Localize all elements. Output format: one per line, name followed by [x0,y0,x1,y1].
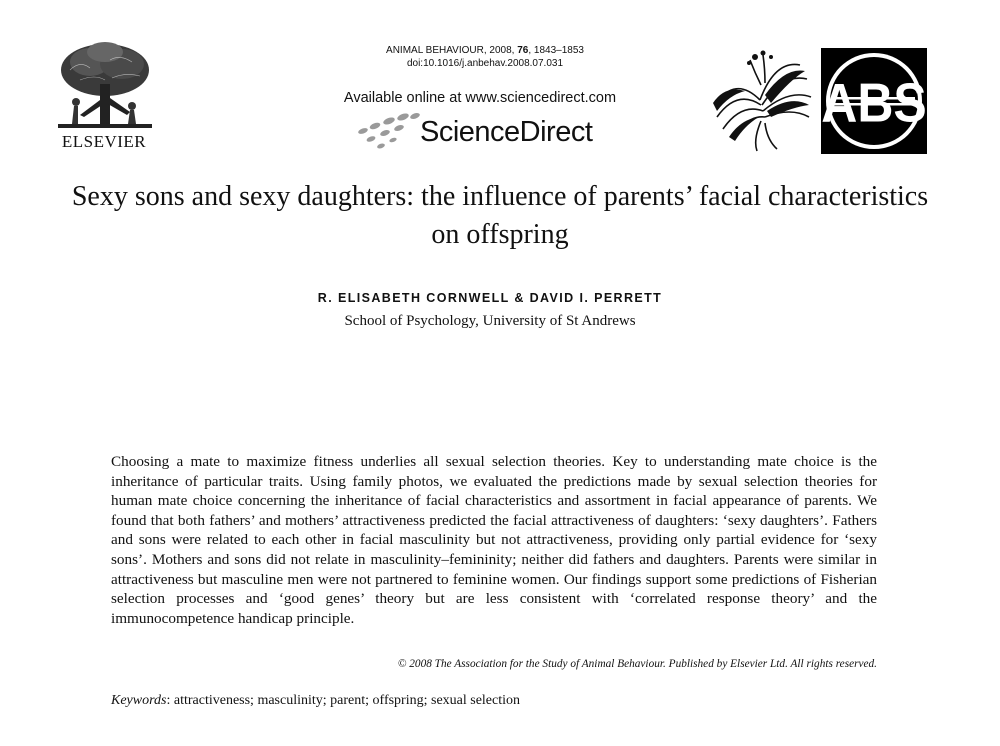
keywords-list: : attractiveness; masculinity; parent; offspring; sexual selection [166,693,521,708]
abs-emblem-icon [821,48,927,154]
available-online-text: Available online at www.sciencedirect.com [343,90,617,106]
elsevier-wordmark: ELSEVIER [61,132,147,151]
abstract-text: Choosing a mate to maximize fitness underlies all sexual selection theories. Key to understanding mate choice is the inheritance of particular traits. Using family photos, we evaluated the predictions made by sexual selection theories for human mate choice concerning the inheritance of facial characteristics and assortment in facial appearance of parents. We found that both fathers’ and mothers’ attractiveness predicted the facial attractiveness of daughters: ‘sexy daughters’. Fathers and sons were related to each other in facial masculinity but not attractiveness, providing only partial evidence for ‘sexy sons’. Mothers and sons did not relate in masculinity–femininity; neither did fathers and daughters. Parents were similar in attractiveness but masculine men were not partnered to feminine women. Our findings support some predictions of Fisherian selection processes and ‘good genes’ theory but are less consistent with ‘correlated response theory’ and the immunocompetence handicap principle. [111,453,877,627]
paper-title: Sexy sons and sexy daughters: the influence of parents’ facial characteristics on offspring [71,181,929,250]
journal-name: ANIMAL BEHAVIOUR, 2008, [386,45,518,56]
sciencedirect-wordmark: ScienceDirect [420,116,593,148]
journal-header [330,44,640,70]
authors: R. ELISABETH CORNWELL & DAVID I. PERRETT [317,291,663,305]
doi: doi:10.1016/j.anbehav.2008.07.031 [406,58,564,69]
journal-citation [330,44,640,57]
sciencedirect-dots-icon [355,112,425,154]
affiliation: School of Psychology, University of St Andrews [344,313,636,329]
copyright-notice: © 2008 The Association for the Study of Animal Behaviour. Published by Elsevier Ltd. All rights reserved. [397,658,877,670]
journal-pages: , 1843–1853 [528,45,584,56]
keywords [111,693,877,709]
feather-fan-illustration-icon [705,45,815,155]
abs-emblem-letters: ABS [821,72,927,135]
journal-volume: 76 [517,45,529,56]
keywords-label: Keywords [111,693,167,708]
